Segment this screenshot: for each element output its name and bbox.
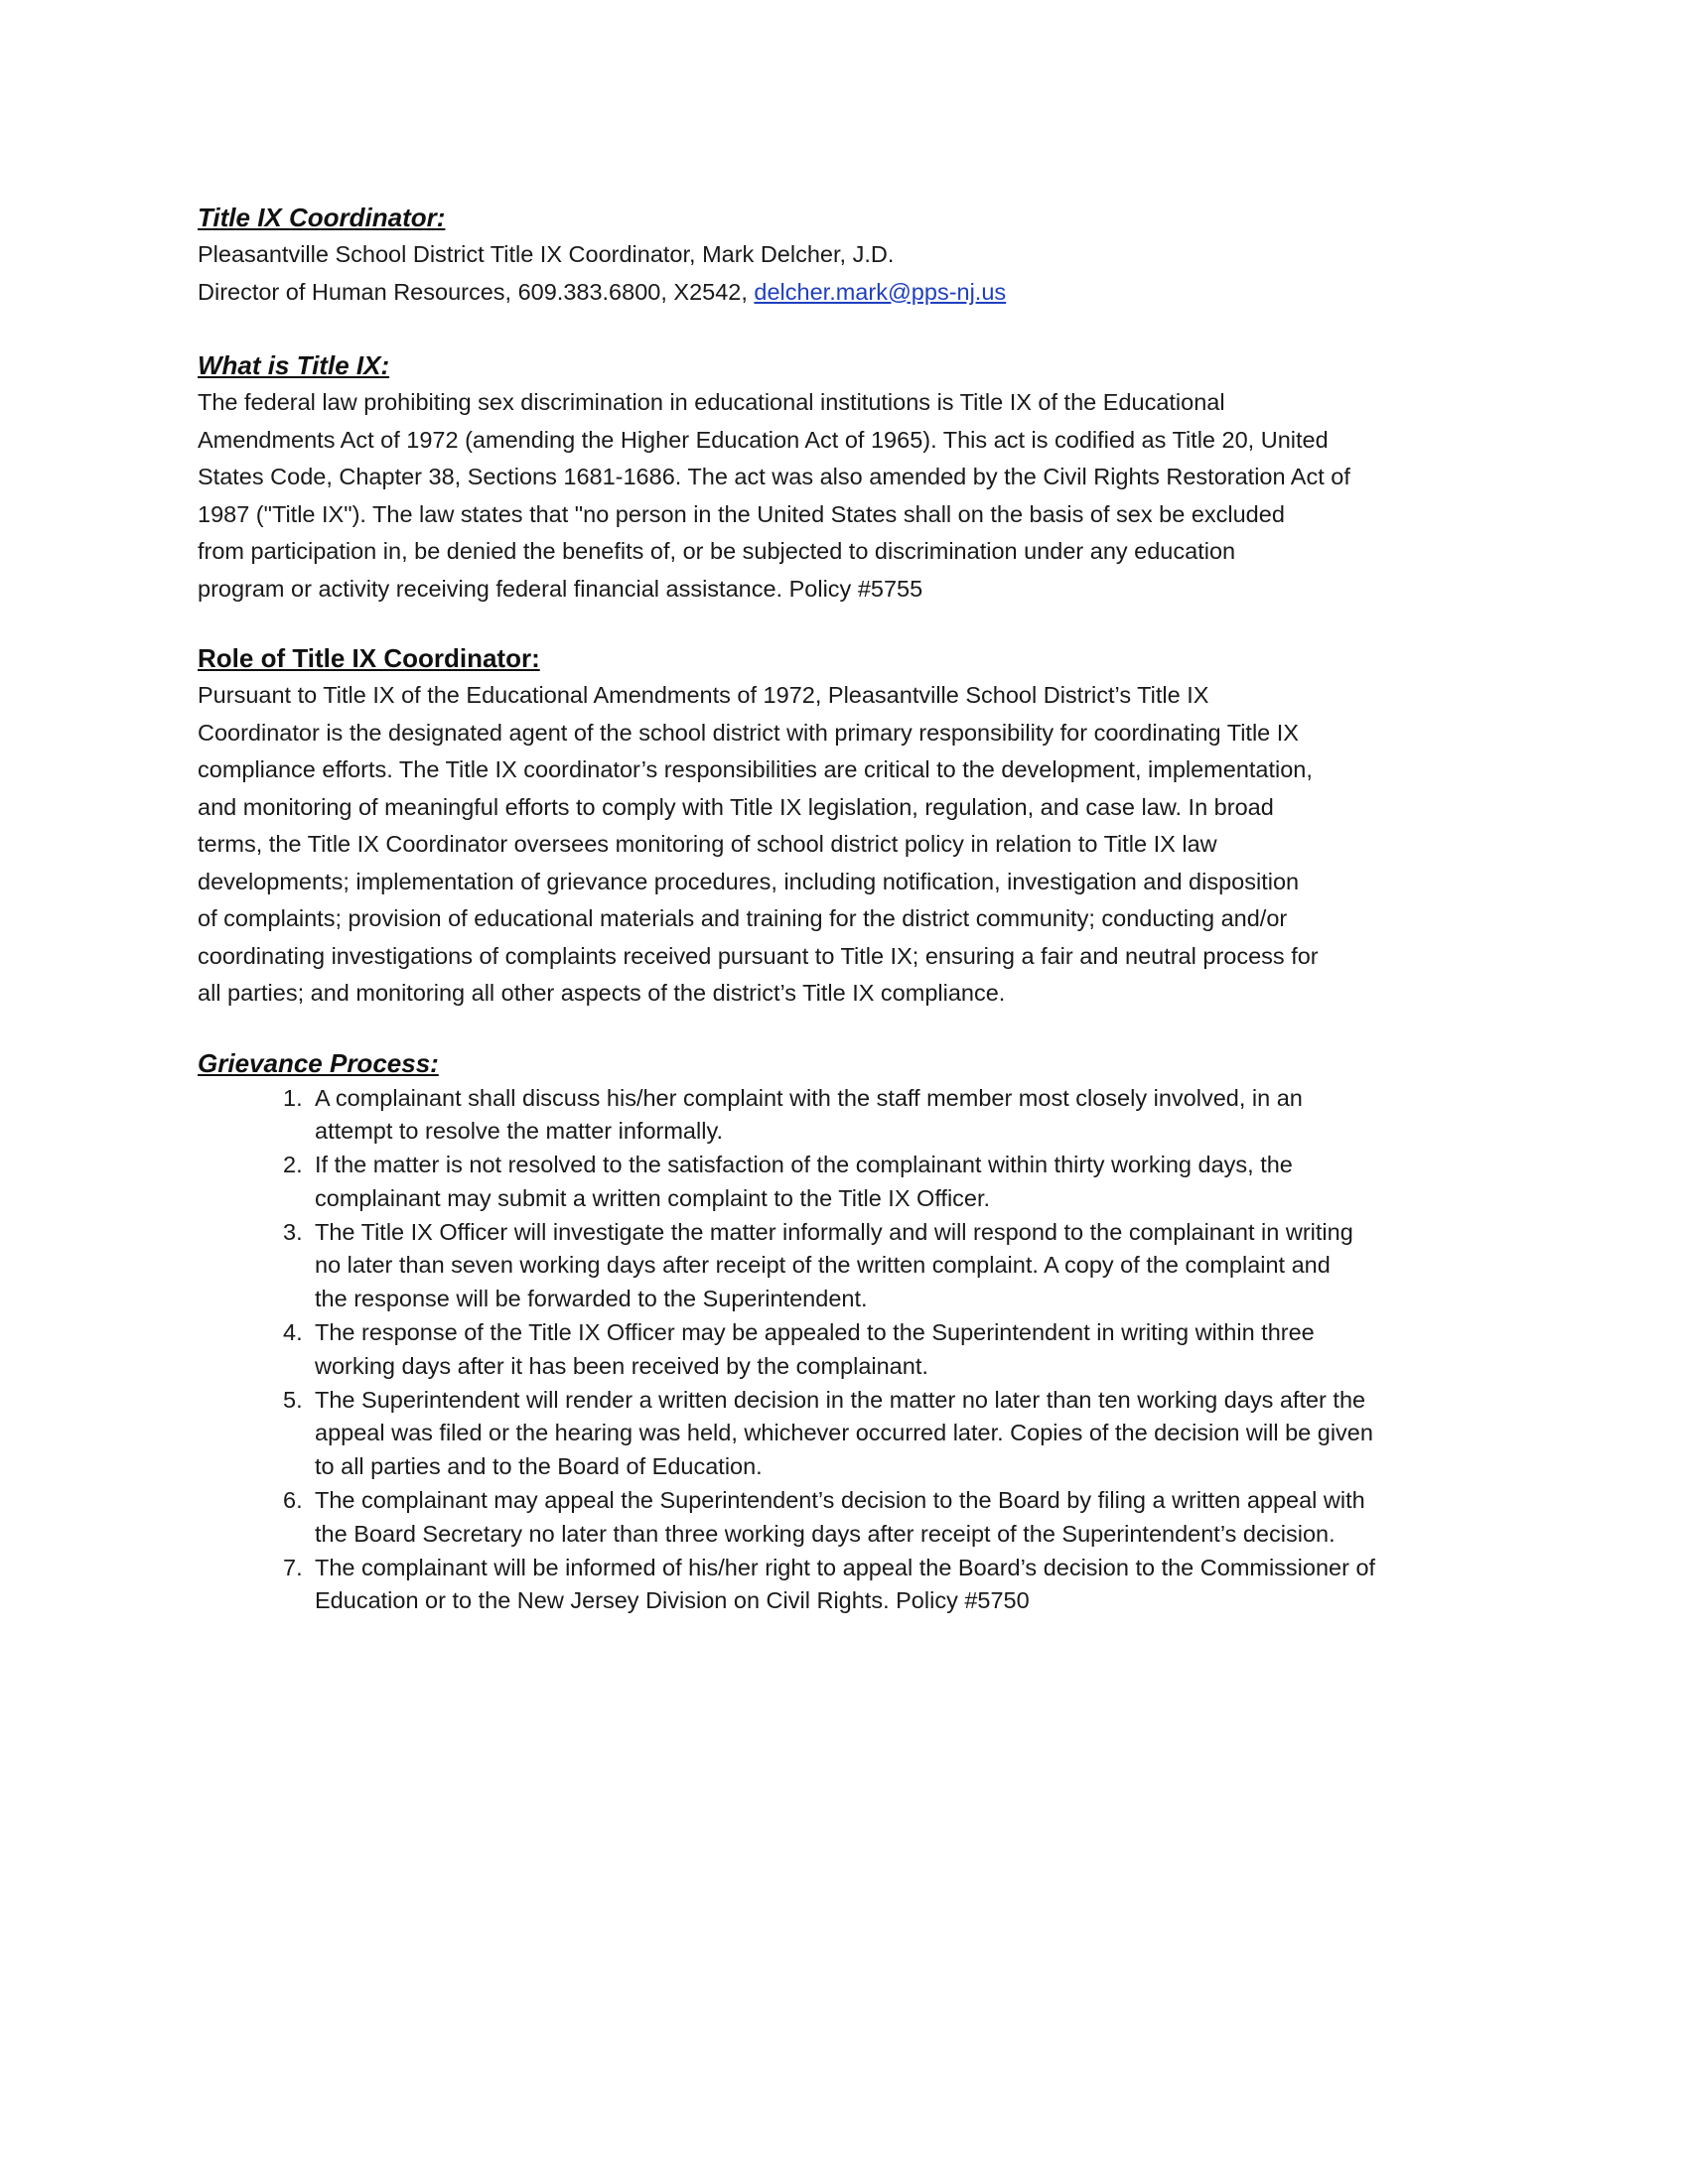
- role-line: compliance efforts. The Title IX coordinator’s responsibilities are critical to the development, implementation,: [198, 756, 1313, 782]
- list-item-line: complainant may submit a written complaint to the Title IX Officer.: [315, 1184, 991, 1211]
- what-is-heading: What is Title IX:: [198, 350, 390, 380]
- list-item-line: to all parties and to the Board of Education.: [315, 1453, 763, 1480]
- grievance-list: [198, 1082, 1488, 1619]
- coordinator-contact-text: Director of Human Resources, 609.383.6800, X2542,: [198, 278, 755, 305]
- list-item-number: 4.: [283, 1319, 303, 1346]
- list-item-number: 2.: [283, 1152, 303, 1178]
- list-item-line: The Superintendent will render a written decision in the matter no later than ten working days after the: [315, 1386, 1366, 1413]
- list-item-number: 3.: [283, 1218, 303, 1245]
- what-is-line: States Code, Chapter 38, Sections 1681-1686. The act was also amended by the Civil Rights Restoration Act of: [198, 464, 1350, 489]
- list-item-line: The complainant may appeal the Superintendent’s decision to the Board by filing a written appeal with: [315, 1487, 1365, 1514]
- role-line: developments; implementation of grievance procedures, including notification, investigation and disposition: [198, 868, 1300, 894]
- list-item-text: [315, 1082, 1488, 1150]
- list-item-text: [315, 1384, 1488, 1484]
- coordinator-name-line: Pleasantville School District Title IX Coordinator, Mark Delcher, J.D.: [198, 241, 895, 267]
- what-is-line: Amendments Act of 1972 (amending the Higher Education Act of 1965). This act is codified as Title 20, United: [198, 426, 1329, 453]
- what-is-line: 1987 ("Title IX"). The law states that "no person in the United States shall on the basis of sex be excluded: [198, 500, 1285, 527]
- list-item: [198, 1149, 1488, 1216]
- role-line: terms, the Title IX Coordinator oversees monitoring of school district policy in relation to Title IX law: [198, 831, 1217, 857]
- role-section: [198, 639, 1488, 1013]
- list-item-number: 1.: [283, 1084, 303, 1111]
- what-is-line: program or activity receiving federal financial assistance. Policy #5755: [198, 575, 923, 602]
- list-item-number: 5.: [283, 1386, 303, 1413]
- role-line: and monitoring of meaningful efforts to comply with Title IX legislation, regulation, and case law. In broad: [198, 793, 1274, 820]
- list-item: [198, 1082, 1488, 1150]
- list-item-line: If the matter is not resolved to the satisfaction of the complainant within thirty working days, the: [315, 1152, 1293, 1178]
- list-item: [198, 1216, 1488, 1316]
- role-heading: Role of Title IX Coordinator:: [198, 643, 540, 673]
- list-item-text: [315, 1484, 1488, 1552]
- coordinator-section: [198, 199, 1488, 311]
- what-is-line: The federal law prohibiting sex discrimination in educational institutions is Title IX of the Educational: [198, 389, 1225, 415]
- coordinator-contact-line: [198, 274, 1488, 312]
- list-item-line: The response of the Title IX Officer may be appealed to the Superintendent in writing within three: [315, 1319, 1315, 1346]
- role-line: of complaints; provision of educational materials and training for the district community; conducting and/or: [198, 905, 1288, 931]
- list-item-text: [315, 1552, 1488, 1619]
- list-item-text: [315, 1316, 1488, 1384]
- role-line: coordinating investigations of complaints received pursuant to Title IX; ensuring a fair and neutral process for: [198, 942, 1319, 969]
- list-item-text: [315, 1216, 1488, 1316]
- list-item-line: appeal was filed or the hearing was held, whichever occurred later. Copies of the decision will be given: [315, 1420, 1373, 1446]
- list-item: [198, 1484, 1488, 1552]
- list-item-number: 6.: [283, 1487, 303, 1514]
- what-is-line: from participation in, be denied the benefits of, or be subjected to discrimination under any education: [198, 538, 1236, 564]
- list-item: [198, 1316, 1488, 1384]
- list-item-line: no later than seven working days after receipt of the written complaint. A copy of the complaint and: [315, 1252, 1331, 1279]
- role-line: all parties; and monitoring all other aspects of the district’s Title IX compliance.: [198, 980, 1006, 1006]
- list-item-line: Education or to the New Jersey Division on Civil Rights. Policy #5750: [315, 1587, 1030, 1614]
- grievance-heading: Grievance Process:: [198, 1047, 439, 1078]
- list-item-text: [315, 1149, 1488, 1216]
- list-item-line: the response will be forwarded to the Superintendent.: [315, 1286, 868, 1312]
- role-line: Pursuant to Title IX of the Educational Amendments of 1972, Pleasantville School District’s Title IX: [198, 682, 1209, 708]
- coordinator-email-link[interactable]: delcher.mark@pps-nj.us: [754, 278, 1007, 305]
- list-item: [198, 1552, 1488, 1619]
- list-item-line: the Board Secretary no later than three working days after receipt of the Superintendent’s decision.: [315, 1520, 1336, 1547]
- grievance-section: [198, 1044, 1488, 1619]
- list-item: [198, 1384, 1488, 1484]
- list-item-line: The complainant will be informed of his/her right to appeal the Board’s decision to the Commissioner of: [315, 1554, 1376, 1580]
- list-item-line: A complainant shall discuss his/her complaint with the staff member most closely involved, in an: [315, 1084, 1303, 1111]
- what-is-section: [198, 346, 1488, 608]
- list-item-line: working days after it has been received by the complainant.: [315, 1352, 928, 1379]
- list-item-line: The Title IX Officer will investigate the matter informally and will respond to the complainant in writing: [315, 1218, 1353, 1245]
- document-page: [198, 199, 1488, 1650]
- list-item-line: attempt to resolve the matter informally.: [315, 1118, 723, 1145]
- coordinator-heading: Title IX Coordinator:: [198, 203, 446, 232]
- list-item-number: 7.: [283, 1554, 303, 1580]
- role-line: Coordinator is the designated agent of the school district with primary responsibility for coordinating Title IX: [198, 719, 1299, 746]
